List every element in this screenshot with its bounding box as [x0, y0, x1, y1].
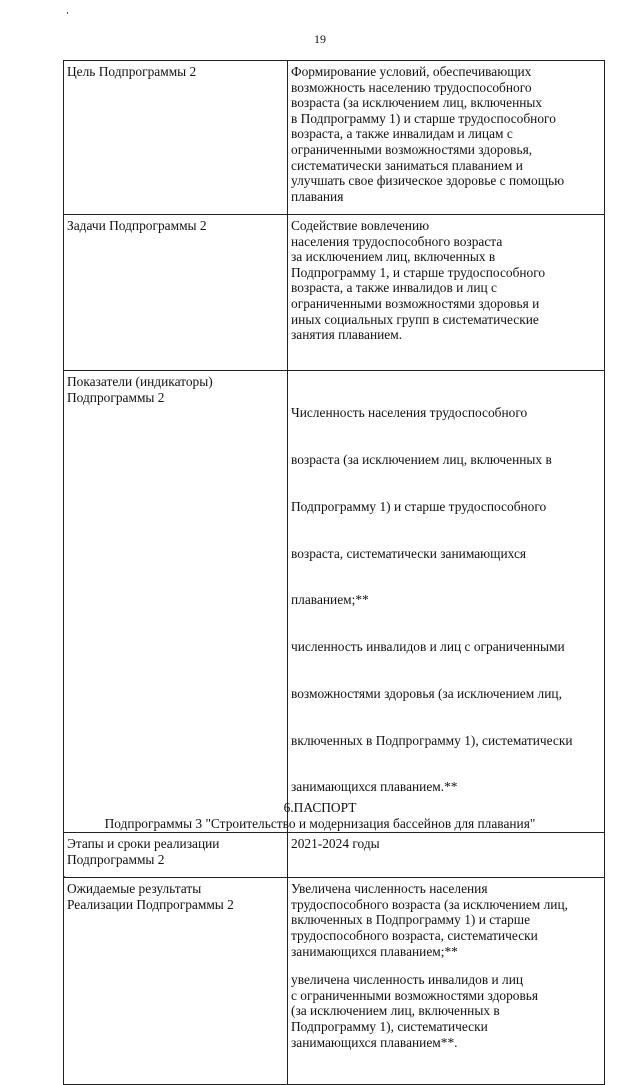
content-line: увеличена численность инвалидов и лиц: [291, 972, 524, 988]
content-line: Содействие вовлечению: [291, 218, 430, 233]
row-label: [64, 878, 288, 1085]
row-label: [64, 215, 288, 371]
row-label: [64, 61, 288, 215]
content-line: возможностями здоровья (за исключением лиц,: [291, 685, 562, 701]
content-line: возраста, а также инвалидам и лицам с: [291, 126, 513, 142]
row-content: [288, 371, 605, 833]
label-line: Цель Подпрограммы 2: [67, 64, 197, 79]
content-line: плавания: [291, 188, 344, 204]
table-row: [64, 833, 605, 878]
content-line: в Подпрограмму 1) и старше трудоспособного: [291, 110, 556, 126]
row-content: [288, 215, 605, 371]
row-content: [288, 833, 605, 878]
content-line: иных социальных групп в систематические: [291, 311, 539, 327]
label-line: Показатели (индикаторы): [67, 374, 213, 389]
content-line: трудоспособного возраста (за исключением лиц,: [291, 896, 568, 912]
paragraph-gap: [291, 959, 600, 972]
label-line: Подпрограммы 2: [67, 389, 165, 405]
content-line: занимающихся плаванием**.: [291, 1034, 458, 1050]
content-line: возраста, систематически занимающихся: [291, 545, 527, 561]
page-number: 19: [314, 32, 326, 46]
content-line: включенных в Подпрограмму 1) и старше: [291, 912, 531, 928]
label-line: Реализации Подпрограммы 2: [67, 896, 234, 912]
content-line: включенных в Подпрограмму 1), систематически: [291, 732, 573, 748]
table-row: [64, 215, 605, 371]
content-line: ограниченными возможностями здоровья и: [291, 295, 540, 311]
section-title: 6.ПАСПОРТ: [283, 800, 357, 815]
content-line: Подпрограмму 1) и старше трудоспособного: [291, 498, 547, 514]
table-row: [64, 878, 605, 1085]
content-line: возраста (за исключением лиц, включенных: [291, 95, 543, 111]
content-line: Подпрограмму 1, и старше трудоспособного: [291, 264, 546, 280]
content-line: с ограниченными возможностями здоровья: [291, 987, 539, 1003]
content-line: Подпрограмму 1), систематически: [291, 1018, 488, 1034]
content-line: возраста, а также инвалидов и лиц с: [291, 280, 497, 296]
content-line: численность инвалидов и лиц с ограниченными: [291, 639, 565, 655]
label-line: Задачи Подпрограммы 2: [67, 218, 207, 233]
content-line: занятия плаванием.: [291, 327, 403, 343]
content-line: плаванием;**: [291, 592, 369, 608]
row-label: [64, 371, 288, 833]
content-line: трудоспособного возраста, систематически: [291, 928, 538, 943]
label-line: Подпрограммы 2: [67, 851, 165, 867]
label-line: Ожидаемые результаты: [67, 881, 202, 897]
content-line: за исключением лиц, включенных в: [291, 249, 496, 265]
row-label: [64, 833, 288, 878]
row-content: [288, 878, 605, 1085]
content-line: (за исключением лиц, включенных в: [291, 1003, 500, 1019]
table-row: [64, 371, 605, 833]
content-line: занимающихся плаванием.**: [291, 779, 458, 795]
label-line: Этапы и сроки реализации: [67, 836, 220, 852]
passport-table: [63, 60, 605, 1085]
row-content: [288, 61, 605, 215]
content-line: улучшать свое физическое здоровье с помощью: [291, 173, 565, 189]
content-line: ограниченными возможностями здоровья,: [291, 141, 533, 157]
content-line: 2021-2024 годы: [291, 836, 380, 852]
content-line: возраста (за исключением лиц, включенных в: [291, 451, 552, 467]
content-line: систематически заниматься плаванием и: [291, 157, 523, 173]
content-line: Увеличена численность населения: [291, 881, 488, 897]
content-line: возможность населению трудоспособного: [291, 79, 532, 95]
content-line: населения трудоспособного возраста: [291, 233, 503, 249]
table-row: [64, 61, 605, 215]
content-line: занимающихся плаванием;**: [291, 943, 458, 959]
section-subtitle: Подпрограммы 3 "Строительство и модернизация бассейнов для плавания": [104, 816, 536, 831]
scan-speck: [67, 12, 68, 14]
content-line: Формирование условий, обеспечивающих: [291, 64, 532, 79]
content-line: Численность населения трудоспособного: [291, 405, 528, 421]
